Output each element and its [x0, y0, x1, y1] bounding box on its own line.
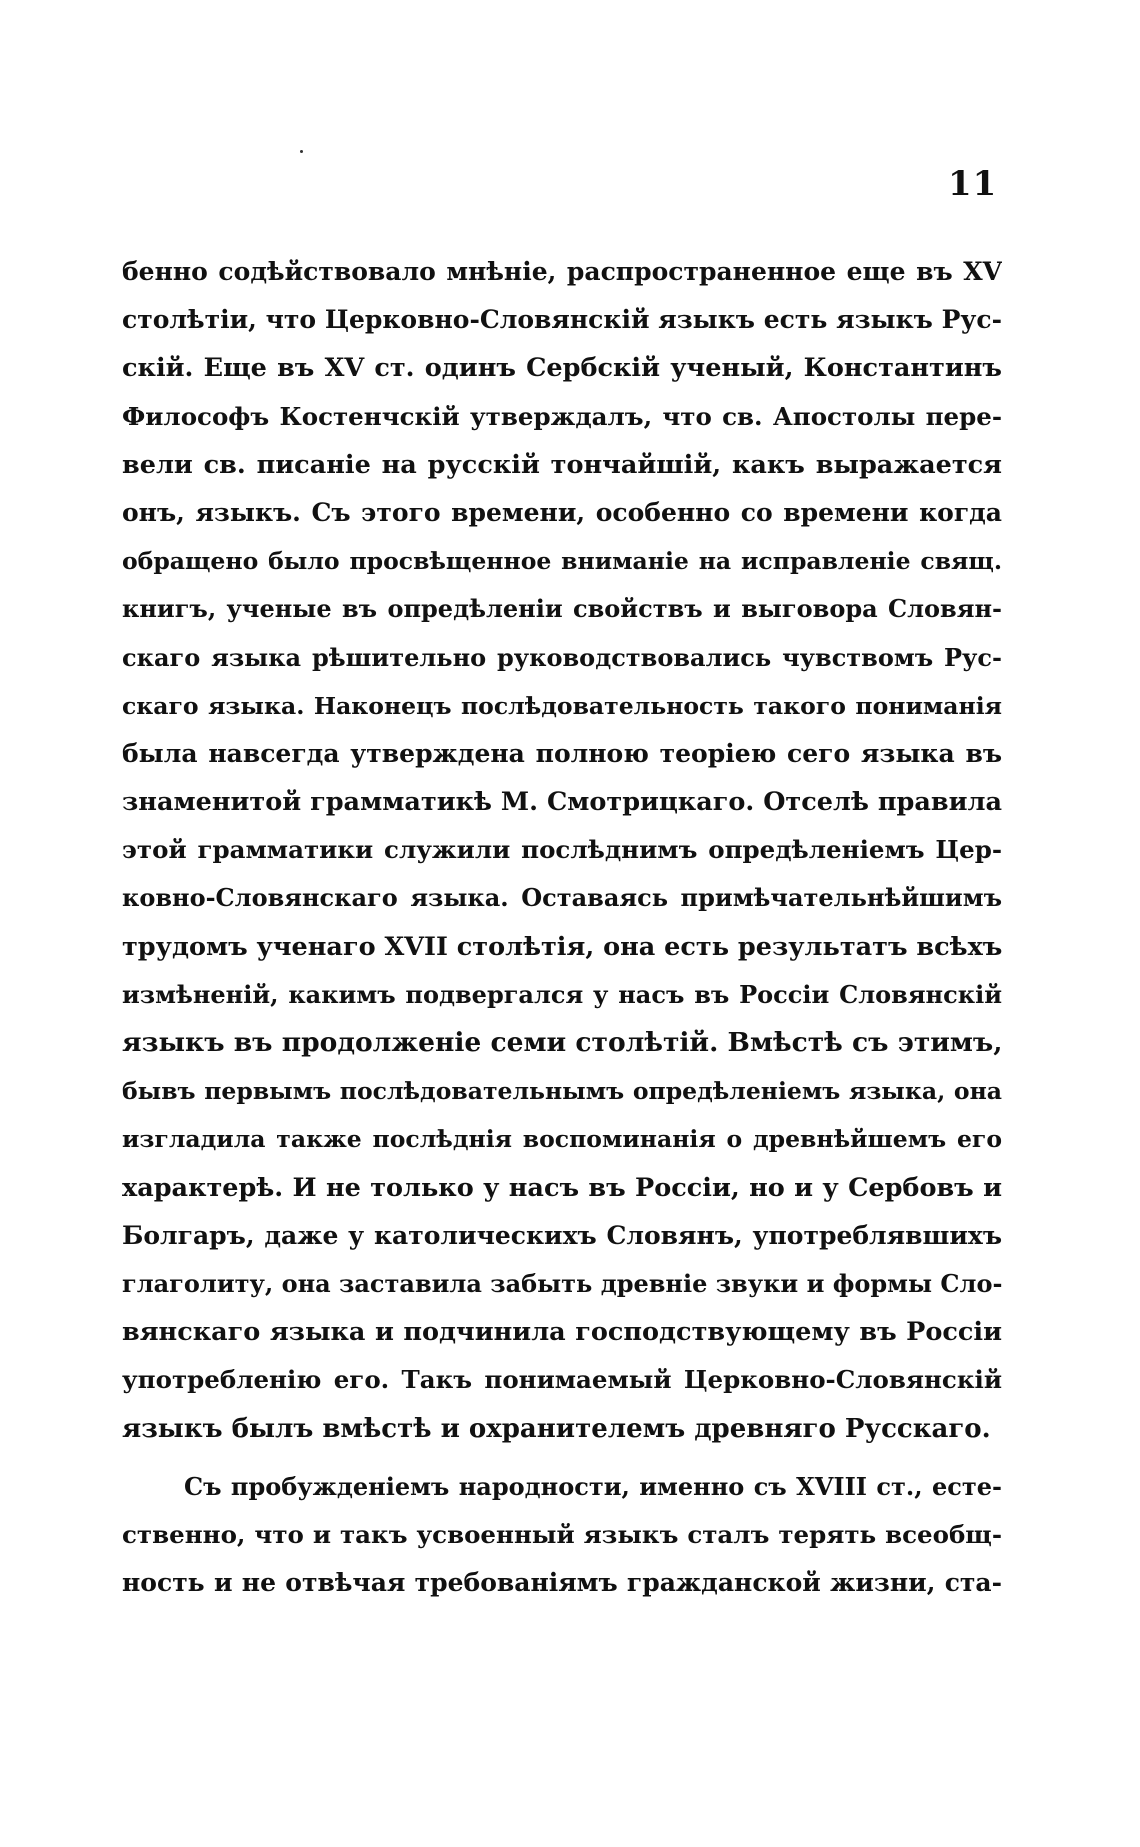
text-line: была навсегда утверждена полною теоріею сего языка въ — [122, 738, 1002, 768]
body-text — [122, 248, 1002, 1607]
text-line: глаголиту, она заставила забыть древніе звуки и формы Сло- — [122, 1268, 1002, 1298]
paragraph-2 — [122, 1463, 1002, 1608]
text-line: Философъ Костенчскій утверждалъ, что св. Апостолы пере- — [122, 401, 1002, 431]
text-line: употребленію его. Такъ понимаемый Церковно-Словянскій — [122, 1365, 1002, 1395]
text-line: Болгаръ, даже у католическихъ Словянъ, употреблявшихъ — [122, 1220, 1002, 1250]
text-line: характерѣ. И не только у насъ въ Россіи, но и у Сербовъ и — [122, 1172, 1002, 1203]
text-line: знаменитой грамматикѣ М. Смотрицкаго. Отселѣ правила — [122, 787, 1002, 818]
text-line: скаго языка рѣшительно руководствовались чувствомъ Рус- — [122, 642, 1002, 672]
text-line: столѣтіи, что Церковно-Словянскій языкъ есть языкъ Рус- — [122, 305, 1002, 335]
print-speck — [300, 150, 303, 153]
text-line: книгъ, ученые въ опредѣленіи свойствъ и выговора Словян- — [122, 594, 1002, 624]
text-line: бывъ первымъ послѣдовательнымъ опредѣленіемъ языка, она — [122, 1077, 1002, 1106]
text-line: языкъ въ продолженіе семи столѣтій. Вмѣстѣ съ этимъ, — [122, 1027, 1002, 1058]
text-line: бенно содѣйствовало мнѣніе, распространенное еще въ XV — [122, 257, 1002, 286]
text-line: ственно, что и такъ усвоенный языкъ сталъ терять всеобщ- — [122, 1519, 1002, 1549]
text-line: этой грамматики служили послѣднимъ опредѣленіемъ Цер- — [122, 835, 1002, 865]
text-line: языкъ былъ вмѣстѣ и охранителемъ древняго Русскаго. — [122, 1413, 991, 1444]
paragraph-gap — [122, 1453, 1002, 1463]
text-line: Съ пробужденіемъ народности, именно съ XVIII ст., есте- — [184, 1471, 1002, 1501]
page-number: 11 — [948, 164, 998, 204]
text-line: трудомъ ученаго XVII столѣтія, она есть результатъ всѣхъ — [122, 931, 1002, 962]
text-line: скаго языка. Наконецъ послѣдовательность такого пониманія — [122, 691, 1002, 720]
text-line: вели св. писаніе на русскій тончайшій, какъ выражается — [122, 449, 1002, 480]
text-line: онъ, языкъ. Съ этого времени, особенно со времени когда — [122, 497, 1002, 527]
text-line: обращено было просвѣщенное вниманіе на исправленіе свящ. — [122, 547, 1002, 576]
text-line: измѣненій, какимъ подвергался у насъ въ Россіи Словянскій — [122, 979, 1002, 1009]
text-line: ность и не отвѣчая требованіямъ гражданской жизни, ста- — [122, 1568, 1002, 1598]
paragraph-1 — [122, 248, 1002, 1453]
text-line: вянскаго языка и подчинила господствующему въ Россіи — [122, 1317, 1002, 1348]
text-line: скій. Еще въ XV ст. одинъ Сербскій ученый, Константинъ — [122, 353, 1002, 384]
text-line: изгладила также послѣднія воспоминанія о древнѣйшемъ его — [122, 1125, 1002, 1154]
text-line: ковно-Словянскаго языка. Оставаясь примѣчательнѣйшимъ — [122, 883, 1002, 913]
